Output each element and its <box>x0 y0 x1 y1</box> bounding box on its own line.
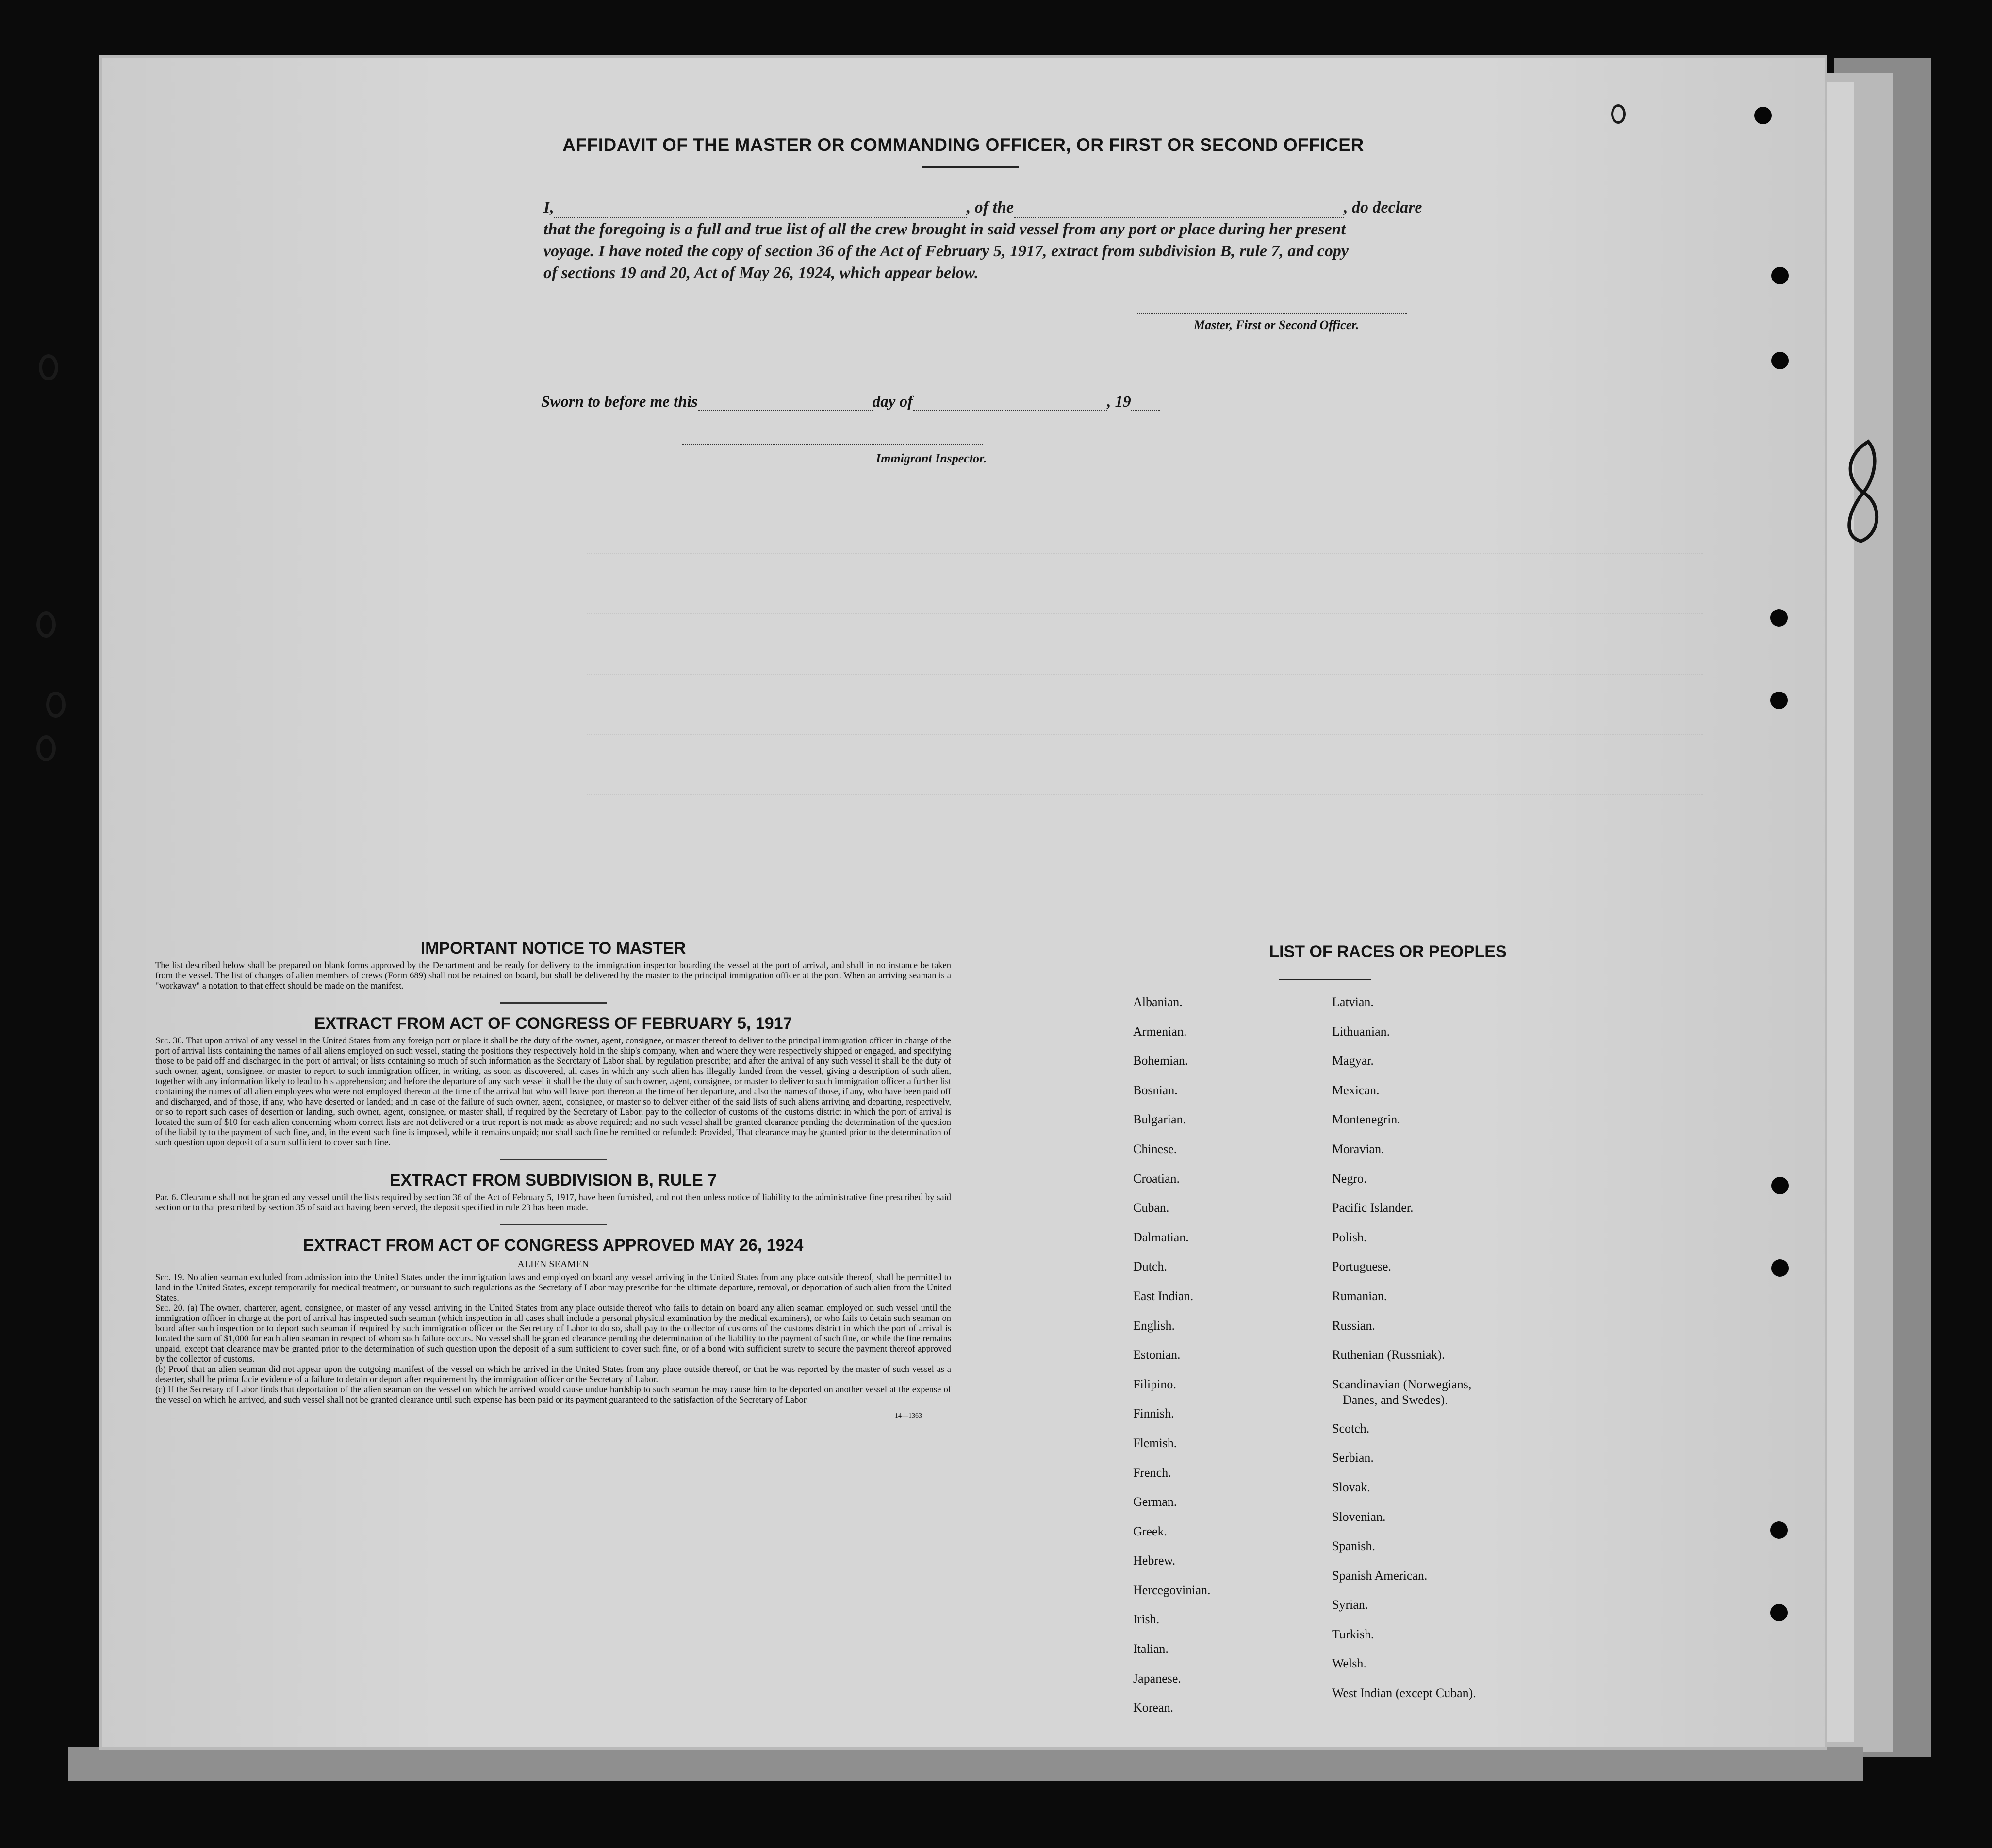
extract-rule7-text: Par. 6. Clearance shall not be granted any vessel until the lists required by section 36 of the Act of February 5, 1917, have been furnished, and not then unless notice of liability to the administrative fine prescribed by said section or to that prescribed by section 35 of said act having been served, the deposit specified in rule 23 has been made. <box>155 1193 951 1213</box>
race-item: Scotch. <box>1332 1421 1370 1436</box>
race-item: Moravian. <box>1332 1141 1384 1156</box>
races-left-column <box>1133 995 1211 1730</box>
form-number: 14—1363 <box>895 1412 922 1419</box>
sec19-label: Sec. 19. <box>155 1273 184 1283</box>
sworn-date-field[interactable] <box>698 396 873 411</box>
notice-title: IMPORTANT NOTICE TO MASTER <box>420 939 686 957</box>
affidavit-line-2: that the foregoing is a full and true list of all the crew brought in said vessel from any port or place during her present <box>543 220 1346 238</box>
vessel-field[interactable] <box>1014 203 1344 218</box>
races-underline <box>1279 979 1371 980</box>
punch-hole <box>1771 1259 1789 1277</box>
binder-ring <box>36 611 56 638</box>
race-item: Danes, and Swedes). <box>1343 1392 1448 1407</box>
binder-ring <box>46 692 66 718</box>
race-item: Dutch. <box>1133 1259 1168 1274</box>
binder-ring <box>36 735 56 761</box>
race-item: Lithuanian. <box>1332 1024 1390 1039</box>
notice-text: The list described below shall be prepared on blank forms approved by the Department and be ready for delivery to the immigration inspector boarding the vessel at the port of arrival, and shall in no instance be taken from the vessel. The list of changes of alien members of crews (Form 689) shall not be retained on board, but shall be delivered by the master to the principal immigration officer at the port. When an arriving seaman is a "workaway" a notation to that effect should be made on the manifest. <box>155 961 951 991</box>
race-item: West Indian (except Cuban). <box>1332 1686 1476 1700</box>
race-item: Flemish. <box>1133 1436 1177 1450</box>
divider <box>500 1224 607 1225</box>
race-item: Slovak. <box>1332 1480 1370 1494</box>
race-item: Dalmatian. <box>1133 1230 1189 1244</box>
affidavit-of-the: , of the <box>966 198 1014 216</box>
inspector-label: Immigrant Inspector. <box>876 451 987 465</box>
race-item: Polish. <box>1332 1230 1367 1244</box>
race-item: Russian. <box>1332 1318 1375 1333</box>
races-title: LIST OF RACES OR PEOPLES <box>1269 942 1507 961</box>
affidavit-line-3: voyage. I have noted the copy of section 36 of the Act of February 5, 1917, extract from subdivision B, rule 7, and copy <box>543 242 1349 260</box>
underlying-sheet-bottom <box>68 1747 1863 1781</box>
punch-hole <box>1754 107 1772 124</box>
master-signature-line[interactable] <box>1136 301 1407 314</box>
punch-hole <box>1770 692 1788 709</box>
sec20a-body: (a) The owner, charterer, agent, consignee, or master of any vessel arriving in the United States from any place outside thereof who fails to detain on board any alien seaman employed on such vessel until the immigration officer in charge at the port of arrival has inspected such seaman (which inspection in all cases shall include a personal physical examination by the medical examiners), or who fails to detain such seaman on board after such inspection or to deport such seaman if required by such immigration officer or the Secretary of Labor to do so, shall pay to the collector of customs of the customs district in which the port of arrival is located the sum of $1,000 for each alien seaman in respect of whom such failure occurs. No vessel shall be granted clearance pending the determination of the liability to the payment of such fine, or while the fine remains unpaid, except that clearance may be granted prior to the determination of such question upon the deposit of a sum sufficient to cover such fine, or of a bond with sufficient surety to secure the payment thereof approved by the collector of customs. <box>155 1304 952 1364</box>
extract-1917-title: EXTRACT FROM ACT OF CONGRESS OF FEBRUARY 5, 1917 <box>314 1014 792 1033</box>
race-item: Turkish. <box>1332 1627 1374 1641</box>
extract-rule7-title: EXTRACT FROM SUBDIVISION B, RULE 7 <box>389 1171 717 1189</box>
race-item: Cuban. <box>1133 1201 1169 1215</box>
sec19-text <box>155 1273 951 1304</box>
race-item: Estonian. <box>1133 1348 1181 1362</box>
race-item: Mexican. <box>1332 1083 1380 1097</box>
race-item: Filipino. <box>1133 1377 1176 1391</box>
race-item: Slovenian. <box>1332 1509 1386 1524</box>
sec19-body: No alien seaman excluded from admission into the United States under the immigration laws and employed on board any vessel arriving in the United States from any place outside thereof, shall be permitted to land in the United States, except temporarily for medical treatment, or pursuant to such regulations as the Secretary of Labor may prescribe for the ultimate departure, removal, or deportation of such alien from the United States. <box>155 1273 951 1303</box>
race-item: Portuguese. <box>1332 1259 1392 1274</box>
affidavit-body <box>543 197 1553 284</box>
divider <box>500 1159 607 1160</box>
race-item: French. <box>1133 1465 1171 1480</box>
inspector-signature-line[interactable] <box>682 432 983 445</box>
punch-hole <box>1771 1177 1789 1194</box>
race-item: German. <box>1133 1495 1177 1509</box>
sec36-label: Sec. 36. <box>155 1036 184 1046</box>
race-item: Ruthenian (Russniak). <box>1332 1348 1445 1362</box>
race-item: Hebrew. <box>1133 1553 1176 1568</box>
race-item: Syrian. <box>1332 1598 1368 1612</box>
affidavit-do-declare: , do declare <box>1344 198 1422 216</box>
affidavit-title: AFFIDAVIT OF THE MASTER OR COMMANDING OFFICER, OR FIRST OR SECOND OFFICER <box>562 135 1364 155</box>
sworn-prefix: Sworn to before me this <box>541 393 698 411</box>
race-item: Bulgarian. <box>1133 1112 1186 1127</box>
race-item: Welsh. <box>1332 1656 1366 1671</box>
affidavit-line-4: of sections 19 and 20, Act of May 26, 1924, which appear below. <box>543 264 979 282</box>
races-right-column <box>1332 995 1476 1716</box>
race-item: Japanese. <box>1133 1671 1181 1685</box>
race-item: Scandinavian (Norwegians, <box>1332 1377 1472 1391</box>
bleed-through-text <box>587 437 1703 796</box>
handwritten-mark <box>1834 437 1888 548</box>
race-item: Hercegovinian. <box>1133 1583 1211 1597</box>
race-item: Latvian. <box>1332 995 1374 1009</box>
punch-hole <box>1770 1604 1788 1621</box>
race-item: Negro. <box>1332 1171 1367 1186</box>
punch-hole <box>1771 352 1789 369</box>
sworn-year-field[interactable] <box>1131 396 1160 411</box>
race-item: Irish. <box>1133 1612 1160 1627</box>
race-item: Albanian. <box>1133 995 1183 1009</box>
master-label: Master, First or Second Officer. <box>1194 318 1359 332</box>
race-item: Finnish. <box>1133 1406 1174 1421</box>
race-item: Bohemian. <box>1133 1054 1188 1068</box>
race-item: Serbian. <box>1332 1451 1374 1465</box>
title-underline <box>922 166 1019 168</box>
race-item: Armenian. <box>1133 1024 1187 1039</box>
binder-ring <box>1611 104 1626 124</box>
race-item: Croatian. <box>1133 1171 1180 1186</box>
extract-1924-title: EXTRACT FROM ACT OF CONGRESS APPROVED MAY 26, 1924 <box>303 1236 804 1254</box>
sec20a-text <box>155 1304 951 1365</box>
punch-hole <box>1770 1521 1788 1539</box>
race-item: Bosnian. <box>1133 1083 1178 1097</box>
race-item: Rumanian. <box>1332 1288 1387 1303</box>
sworn-line <box>541 393 1160 411</box>
legal-extracts <box>155 939 951 1420</box>
sworn-day-of: day of <box>872 393 913 411</box>
punch-hole <box>1771 267 1789 284</box>
race-item: Spanish. <box>1332 1539 1375 1553</box>
extract-1917-text <box>155 1036 951 1148</box>
punch-hole <box>1770 609 1788 627</box>
race-item: Chinese. <box>1133 1141 1177 1156</box>
race-item: Montenegrin. <box>1332 1112 1400 1127</box>
race-item: Pacific Islander. <box>1332 1201 1414 1215</box>
sworn-month-field[interactable] <box>913 396 1107 411</box>
sec20-label: Sec. 20. <box>155 1304 185 1313</box>
race-item: Magyar. <box>1332 1054 1374 1068</box>
race-item: English. <box>1133 1318 1175 1333</box>
name-field[interactable] <box>554 203 967 218</box>
race-item: Greek. <box>1133 1524 1168 1538</box>
binder-ring <box>39 354 58 380</box>
alien-seamen-subtitle: ALIEN SEAMEN <box>517 1259 589 1270</box>
race-item: East Indian. <box>1133 1288 1194 1303</box>
divider <box>500 1002 607 1004</box>
race-item: Korean. <box>1133 1700 1174 1715</box>
sec20c-text: (c) If the Secretary of Labor finds that deportation of the alien seaman on the vessel on which he arrived would cause undue hardship to such seaman he may cause him to be deported on another vessel at the expense of the vessel on which he arrived, and such vessel shall not be granted clearance until such expense has been paid or its payment guaranteed to the satisfaction of the Secretary of Labor. <box>155 1385 951 1405</box>
sworn-year: , 19 <box>1107 393 1131 411</box>
sec20b-text: (b) Proof that an alien seaman did not appear upon the outgoing manifest of the vessel on which he arrived in the United States from any place outside thereof, or that he was reported by the master of such vessel as a deserter, shall be prima facie evidence of a failure to detain or deport after requirement by the immigration officer or the Secretary of Labor. <box>155 1365 951 1385</box>
race-item: Spanish American. <box>1332 1568 1428 1583</box>
sec36-text: That upon arrival of any vessel in the United States from any foreign port or place it shall be the duty of the owner, agent, consignee, or master thereof to deliver to the principal immigration officer in charge of the port of arrival lists containing the names of all aliens employed on such vessel, stating the positions they respectively hold in the ship's company, when and where they were respectively shipped or engaged, and specifying those to be paid off and discharged in the port of arrival; or lists containing so much of such information as the Secretary of Labor shall by regulation prescribe; and after the arrival of any such vessel it shall be the duty of such owner, agent, consignee, or master to report to such immigration officer, in writing, as soon as discovered, all cases in which any such alien has illegally landed from the vessel, giving a description of such alien, together with any information likely to lead to his apprehension; and before the departure of any such vessel it shall be the duty of such owner, agent, consignee, or master to deliver to such immigration officer a further list containing the names of all alien employees who were not employed thereon at the time of the arrival but who will leave port thereon at the time of her departure, and also the names of those, if any, who have been paid off and discharged, and of those, if any, who have deserted or landed; and in case of the failure of such owner, agent, consignee, or master so to deliver either of the said lists of such aliens arriving and departing, respectively, or so to report such cases of desertion or landing, such owner, agent, consignee, or master shall, if required by the Secretary of Labor, pay to the collector of customs of the customs district in which the port of arrival is located the sum of $10 for each alien concerning whom correct lists are not delivered or a true report is not made as above required; and no such vessel shall be granted clearance pending the determination of the question of the liability to the payment of such fine, and, in the event such fine is imposed, while it remains unpaid; nor shall such fine be remitted or refunded: Provided, That clearance may be granted prior to the determination of such question upon deposit of a sum sufficient to cover such fine. <box>155 1036 951 1148</box>
affidavit-i: I, <box>543 198 554 216</box>
document-page <box>102 58 1825 1747</box>
affidavit-line-1 <box>543 197 1553 218</box>
race-item: Italian. <box>1133 1642 1169 1656</box>
